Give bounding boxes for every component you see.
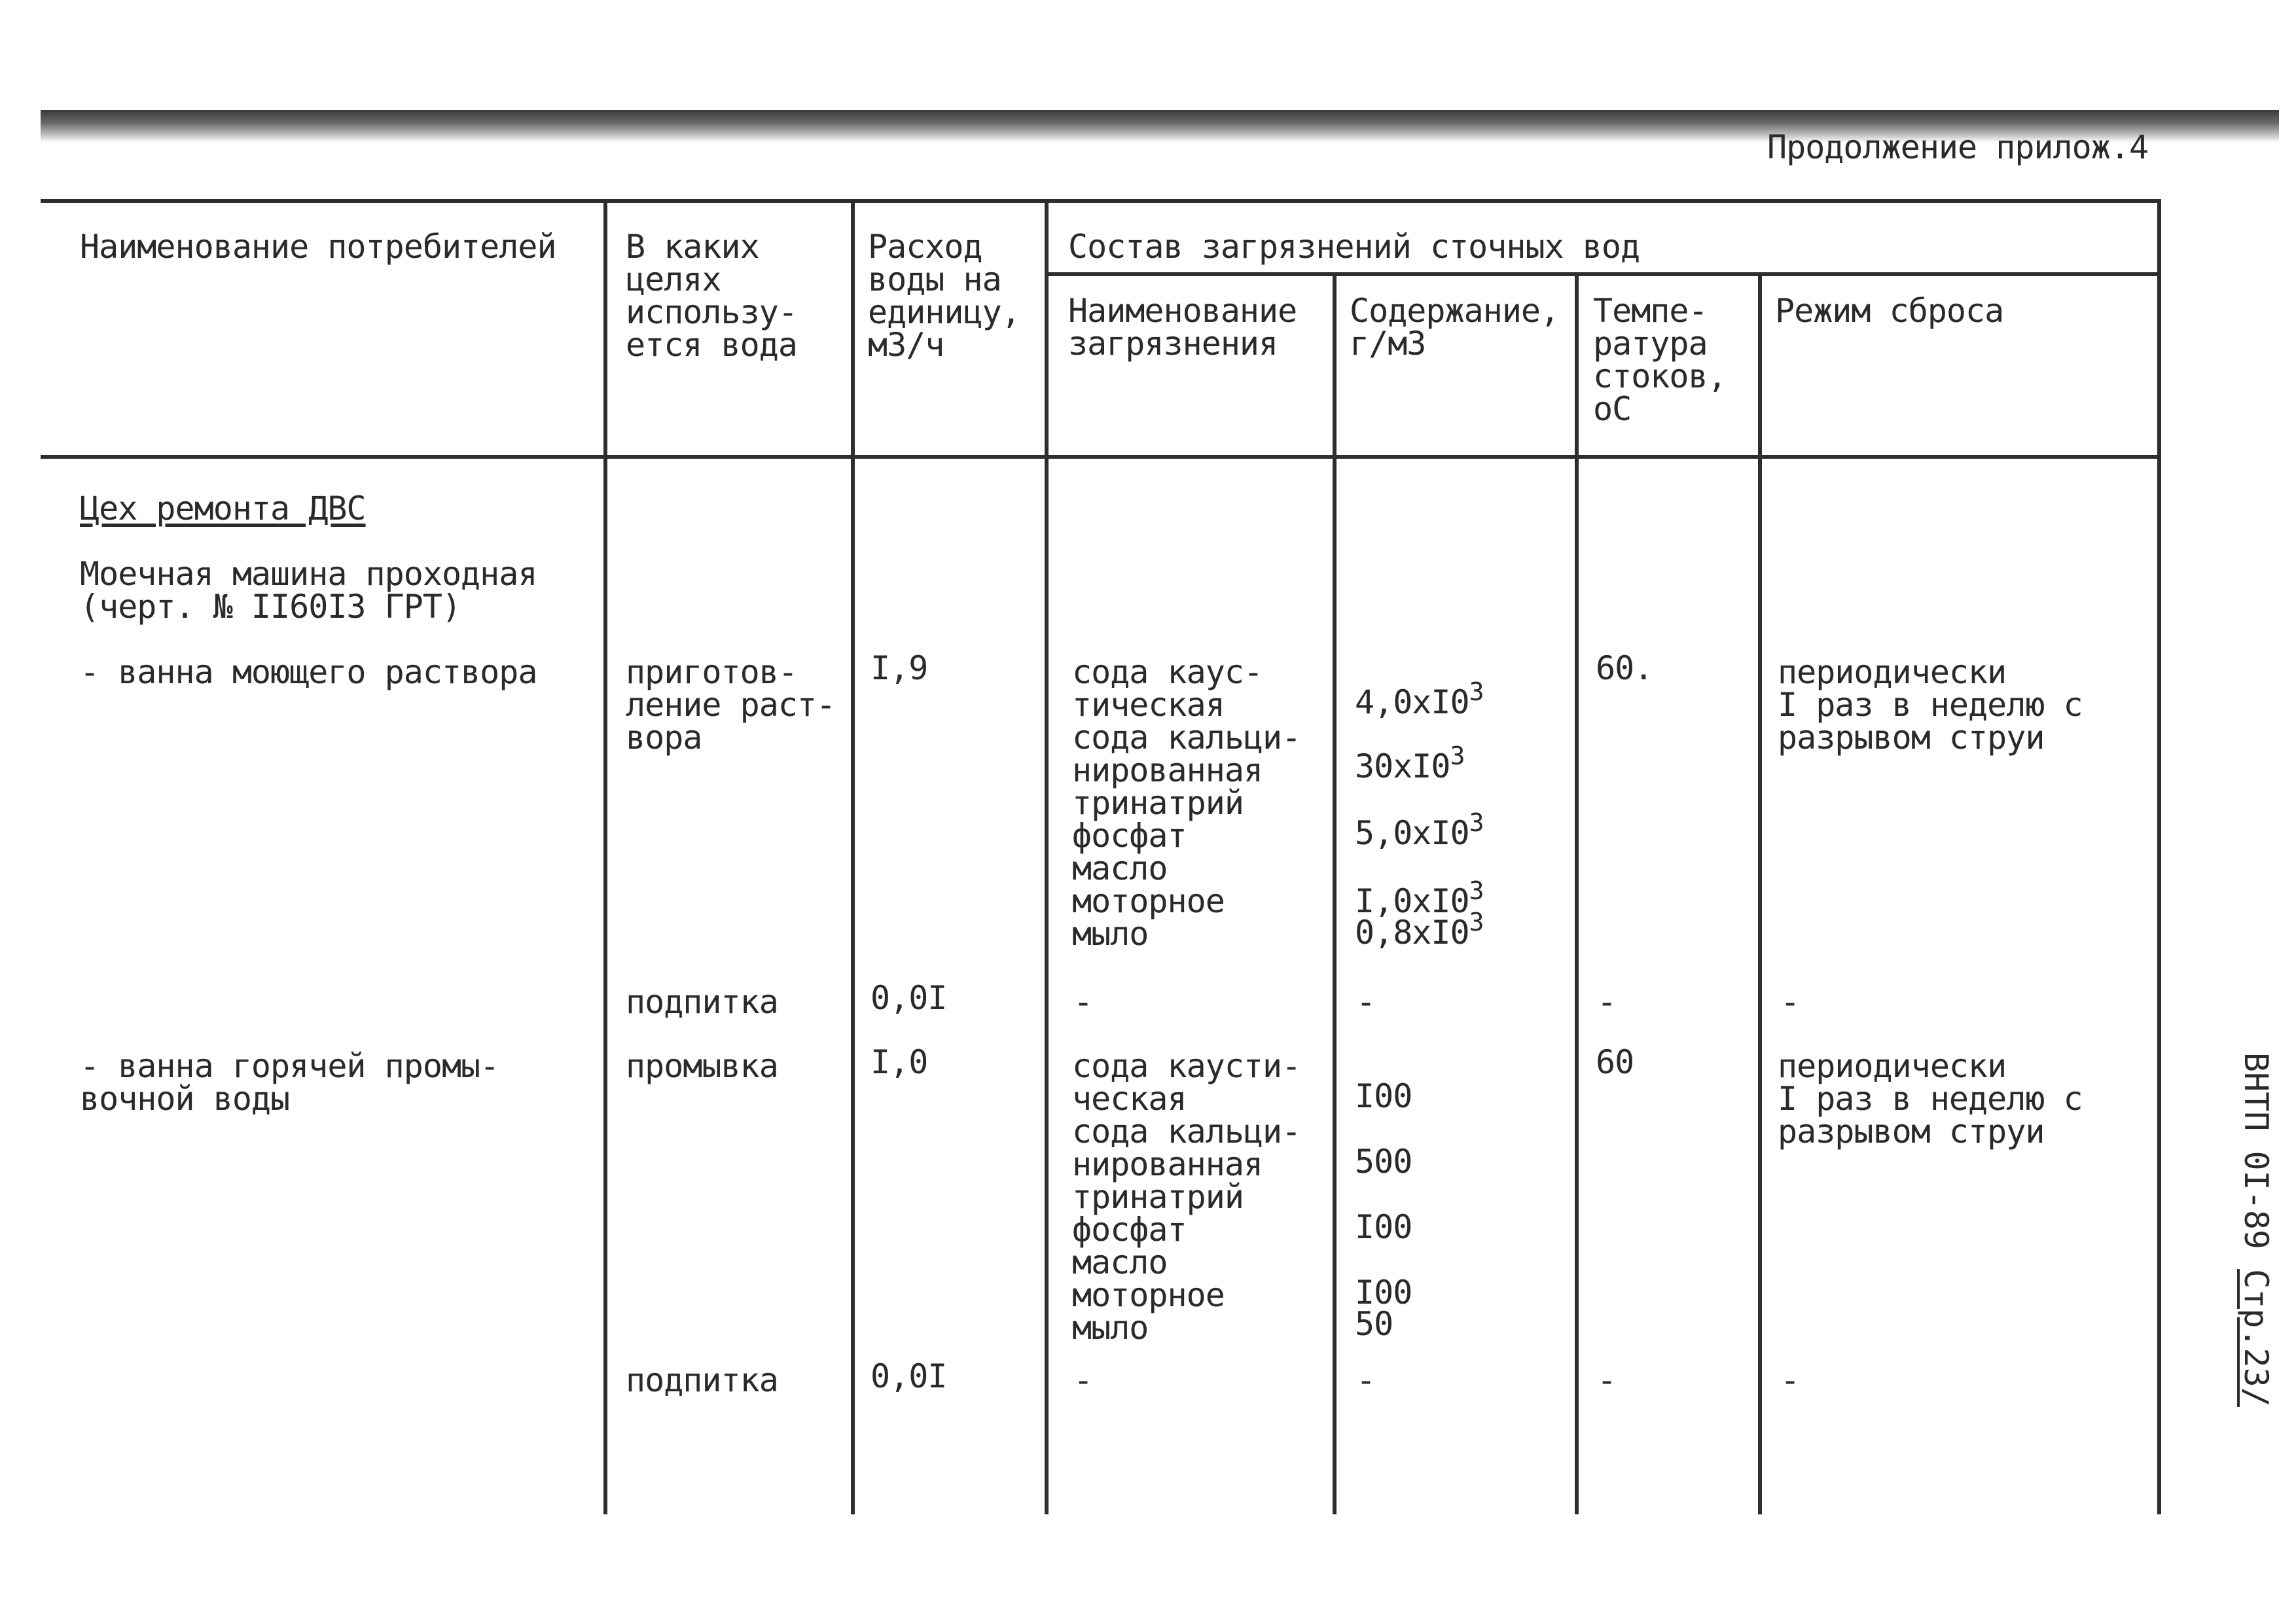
document-code: ВНТП 0I-89 <box>2237 1052 2275 1270</box>
row-discharge: периодически I раз в неделю с разрывом струи <box>1778 1047 2083 1150</box>
composition-subheader-rule <box>1045 272 2161 276</box>
row-purpose: приготов- ление раст- вора <box>626 653 836 757</box>
content-value: $I,0xI0^3$ <box>1355 876 1484 920</box>
content-value: I00 <box>1355 1077 1412 1115</box>
row-flow: I,9 <box>870 649 928 687</box>
column-divider-1 <box>603 199 607 1514</box>
row-consumer-washing-bath: - ванна моющего раствора <box>80 653 537 691</box>
machine-title: Моечная машина проходная (черт. № II60I3 ГРТ) <box>80 555 537 626</box>
content-value: I00 <box>1355 1208 1412 1246</box>
content-value: $4,0xI0^3$ <box>1355 677 1484 721</box>
page-stamp <box>2237 1052 2275 1407</box>
column-divider-4 <box>1333 272 1336 1514</box>
makeup-discharge: - <box>1780 1361 1800 1399</box>
makeup-discharge: - <box>1780 983 1800 1021</box>
section-title: Цех ремонта ДВС <box>80 490 366 527</box>
row-purpose: промывка <box>626 1047 778 1085</box>
header-bottom-rule <box>41 455 2161 459</box>
makeup-flow: 0,0I <box>870 979 947 1017</box>
header-temperature: Темпе- ратура стоков, oC <box>1593 292 1727 428</box>
table-top-rule <box>41 199 2161 203</box>
column-divider-5 <box>1575 272 1579 1514</box>
content-value: 500 <box>1355 1143 1412 1181</box>
row-temperature: 60 <box>1596 1043 1634 1081</box>
header-pollutant: Наименование загрязнения <box>1068 292 1297 363</box>
row-discharge: периодически I раз в неделю с разрывом струи <box>1778 653 2083 757</box>
table-right-border <box>2157 199 2161 1514</box>
row-pollutants: сода каус- тическая сода кальци- нированная тринатрий фосфат масло моторное мыло <box>1072 653 1301 953</box>
column-divider-2 <box>851 199 855 1514</box>
row-temperature: 60. <box>1596 649 1653 687</box>
row-flow: I,0 <box>870 1043 928 1081</box>
row-consumer-rinse-bath: - ванна горячей промы- вочной воды <box>80 1047 499 1118</box>
content-value: I00 <box>1355 1274 1412 1311</box>
makeup-purpose: подпитка <box>626 983 778 1021</box>
column-divider-6 <box>1758 272 1762 1514</box>
makeup-purpose: подпитка <box>626 1361 778 1399</box>
makeup-temperature: - <box>1597 1361 1617 1399</box>
continuation-label: Продолжение прилож.4 <box>1767 128 2149 166</box>
makeup-flow: 0,0I <box>870 1357 947 1395</box>
header-flow: Расход воды на единицу, м3/ч <box>868 228 1020 364</box>
row-pollutants: сода каусти- ческая сода кальци- нированная тринатрий фосфат масло моторное мыло <box>1072 1047 1301 1347</box>
content-value: $5,0xI0^3$ <box>1355 808 1484 852</box>
makeup-temperature: - <box>1597 983 1617 1021</box>
makeup-pollutant: - <box>1073 1361 1093 1399</box>
header-composition: Состав загрязнений сточных вод <box>1068 228 1640 266</box>
content-value: $0,8xI0^3$ <box>1355 908 1484 952</box>
makeup-content: - <box>1356 983 1376 1021</box>
header-content: Содержание, г/м3 <box>1350 292 1560 363</box>
header-purpose: В каких целях использу- ется вода <box>626 228 797 364</box>
column-divider-3 <box>1045 199 1049 1514</box>
header-discharge: Режим сброса <box>1775 292 2004 330</box>
header-consumers: Наименование потребителей <box>80 228 556 266</box>
makeup-content: - <box>1356 1361 1376 1399</box>
content-value: $30xI0^3$ <box>1355 741 1465 785</box>
makeup-pollutant: - <box>1073 983 1093 1021</box>
content-value: 50 <box>1355 1305 1393 1343</box>
page-number: Стр.23/ <box>2237 1269 2275 1407</box>
